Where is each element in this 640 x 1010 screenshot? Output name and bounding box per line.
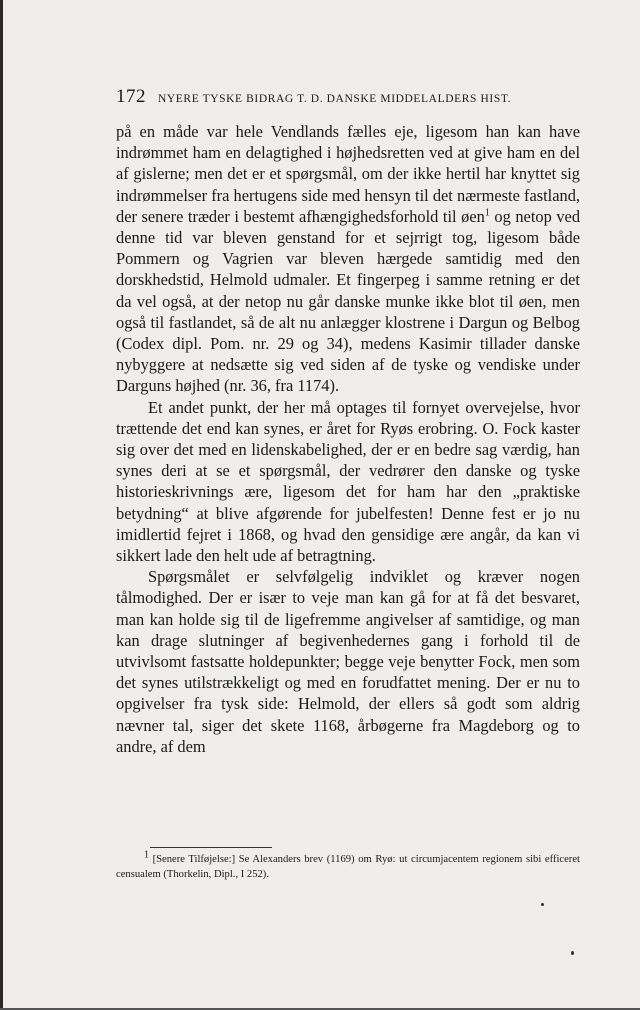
page-number: 172 — [116, 86, 146, 107]
paragraph-1-text-after: og netop ved denne tid var bleven genstand for et sejrrigt tog, ligesom både Pommern og Vagrien var bleven hærgede samtidig med den dorskhedstid, Helmold udmaler. Et fingerpeg i samme retning er det da vel også, at der netop nu går danske munke ikke blot til øen, men også til fastlandet, så de alt nu anlægger klostrene i Dargun og Belbog (Codex dipl. Pom. nr. 29 og 34), medens Kasimir tillader danske nybyggere at nedsætte sig ved siden af de tyske og vendiske under Darguns højhed (nr. 36, fra 1174). — [116, 206, 581, 396]
footnotes — [116, 849, 580, 882]
page-header — [116, 86, 536, 108]
footnote-ref-1: 1 — [484, 207, 490, 219]
footnote-divider — [150, 847, 272, 848]
footnote-1 — [116, 849, 580, 882]
running-head: NYERE TYSKE BIDRAG T. D. DANSKE MIDDELALDERS HIST. — [158, 93, 512, 105]
scan-speck — [571, 951, 574, 955]
paragraph-2: Et andet punkt, der her må optages til fornyet overvejelse, hvor trættende det end kan synes, er året for Ryøs erobring. O. Fock kaster sig over det med en lidenskabelighed, der er en bedre sag værdig, han synes deri at se et spørgsmål, der vedrører den danske og tyske historieskrivnings ære, ligesom det for ham har den „praktiske betydning“ at blive afgørende for jubelfesten! Denne fest er jo nu imidlertid fejret i 1868, og hvad den gensidige ære angår, da kan vi sikkert lade den helt ude af betragtning. — [116, 397, 580, 566]
footnote-text: [Senere Tilføjelse:] Se Alexanders brev (1169) om Ryø: ut circumjacentem regionem sibi efficeret censualem (Thorkelin, Dipl., I 252). — [116, 854, 580, 880]
body-text — [116, 121, 580, 757]
paragraph-1-text-before: på en måde var hele Vendlands fælles eje, ligesom han kan have indrømmet ham en delagtighed i højhedsretten ved at give ham en del af gislerne; men det er et spørgsmål, om der ikke hertil har knyttet sig indrømmelser fra hertugens side med hensyn til det nærmeste fastland, der senere træder i bestemt afhængighedsforhold til øen — [116, 122, 580, 226]
footnote-marker: 1 — [144, 849, 149, 861]
scan-speck — [541, 903, 544, 906]
scan-edge-left — [0, 0, 3, 1010]
paragraph-3: Spørgsmålet er selvfølgelig indviklet og kræver nogen tålmodighed. Der er især to veje man kan gå for at få det besvaret, man kan holde sig til de ligefremme angivelser af samtidige, og man kan drage slutninger af begivenhedernes gang i forhold til de utvivlsomt fastsatte holdepunkter; begge veje benytter Fock, men som det synes utilstrækkeligt og med en forudfattet mening. Der er nu to opgivelser fra tysk side: Helmold, der ellers så godt som aldrig nævner tal, siger det skete 1168, årbøgerne fra Magdeborg og to andre, af dem — [116, 567, 580, 756]
paragraph-1 — [116, 121, 580, 397]
